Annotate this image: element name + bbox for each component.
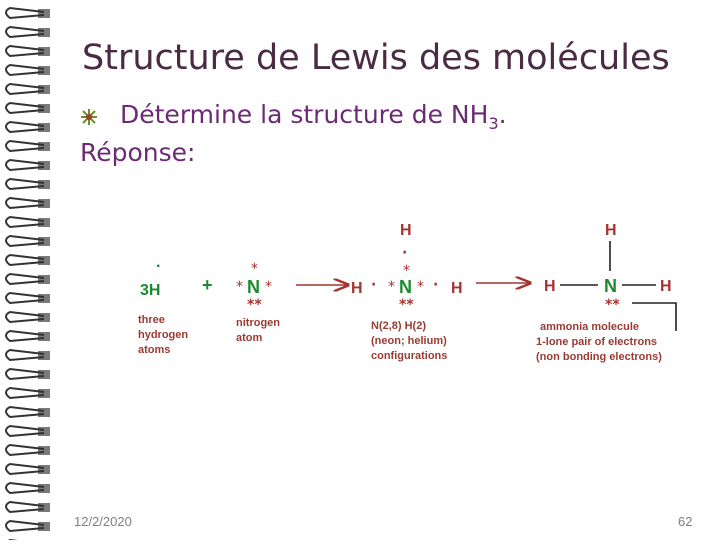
caption-mid-line-1: N(2,8) H(2) <box>371 320 427 332</box>
h-left-mid: H <box>351 280 363 297</box>
caption-configurations <box>371 320 447 362</box>
n-right: N <box>604 276 617 296</box>
caption-h-line-3: atoms <box>138 344 171 356</box>
h-top-mid: H <box>400 222 412 239</box>
caption-h-line-1: three <box>138 314 165 326</box>
binder-hole <box>38 294 50 303</box>
caption-ammonia <box>536 321 662 363</box>
star-pair-mid: ** <box>399 297 414 313</box>
star-right-mid: * <box>417 279 424 295</box>
binder-hole <box>38 199 50 208</box>
lone-pair: ** <box>605 297 620 313</box>
dot-right-mid: · <box>433 277 439 293</box>
n-star-right: * <box>265 279 272 295</box>
h-right-mid: H <box>451 280 463 297</box>
dot-top-mid: · <box>402 245 408 261</box>
binder-hole <box>38 484 50 493</box>
bullet-item <box>80 100 507 133</box>
binder-hole <box>38 28 50 37</box>
binder-hole <box>38 408 50 417</box>
dot-left-mid: · <box>371 277 377 293</box>
binder-hole <box>38 446 50 455</box>
binder-hole <box>38 370 50 379</box>
binder-hole <box>38 218 50 227</box>
h-left-right: H <box>544 278 556 295</box>
binder-hole <box>38 85 50 94</box>
star-left-mid: * <box>388 279 395 295</box>
n-star-pair: ** <box>247 297 262 313</box>
binder-hole <box>38 104 50 113</box>
caption-h-line-2: hydrogen <box>138 329 189 341</box>
binder-hole <box>38 123 50 132</box>
h-reactant: 3H <box>140 282 161 299</box>
n-star-top: * <box>251 261 258 277</box>
binder-hole <box>38 66 50 75</box>
binder-hole <box>38 332 50 341</box>
star-bullet-icon <box>80 108 98 126</box>
caption-mid-line-2: (neon; helium) <box>371 335 447 347</box>
binder-hole <box>38 522 50 531</box>
binder-hole <box>38 427 50 436</box>
caption-right-line-3: (non bonding electrons) <box>536 351 662 363</box>
h-right-right: H <box>660 278 672 295</box>
caption-n-line-2: atom <box>236 332 263 344</box>
plus-sign: + <box>202 275 213 295</box>
n-star-left: * <box>236 279 243 295</box>
n-reactant: N <box>247 277 260 297</box>
page-number: 62 <box>678 514 693 529</box>
caption-right-line-1: ammonia molecule <box>540 321 640 333</box>
binder-hole <box>38 47 50 56</box>
reponse-label: Réponse: <box>80 138 196 167</box>
page-title: Structure de Lewis des molécules <box>82 38 670 78</box>
caption-mid-line-3: configurations <box>371 350 448 362</box>
binder-hole <box>38 142 50 151</box>
caption-right-line-2: 1-lone pair of electrons <box>536 336 658 348</box>
caption-hydrogen <box>138 314 188 356</box>
bullet-text: Détermine la structure de $NH_3$. <box>120 100 507 133</box>
binder-hole <box>38 503 50 512</box>
footer-date: 12/2/2020 <box>74 514 132 529</box>
caption-n-line-1: nitrogen <box>236 317 280 329</box>
caption-nitrogen <box>236 317 280 344</box>
binder-hole <box>38 313 50 322</box>
n-mid: N <box>399 277 412 297</box>
binder-hole <box>38 275 50 284</box>
binder-hole <box>38 9 50 18</box>
binder-hole <box>38 256 50 265</box>
dot-3h: · <box>156 258 162 275</box>
binder-hole <box>38 180 50 189</box>
binder-hole <box>38 389 50 398</box>
binder-hole <box>38 237 50 246</box>
binder-rings <box>0 0 58 540</box>
binder-hole <box>38 465 50 474</box>
binder-hole <box>38 161 50 170</box>
lewis-diagram <box>120 205 700 380</box>
h-top-right: H <box>605 222 617 239</box>
binder-hole <box>38 351 50 360</box>
star-top-mid: * <box>403 263 410 279</box>
